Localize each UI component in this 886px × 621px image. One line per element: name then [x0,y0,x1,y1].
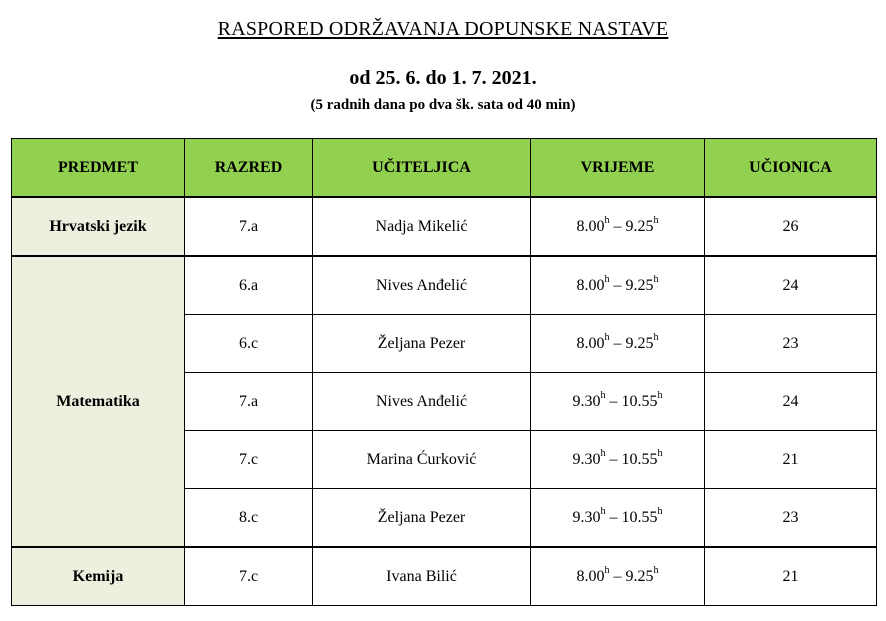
table-row [12,256,877,315]
time-end: 9.25 [625,334,654,352]
time-separator: – [609,334,626,352]
room-cell: 21 [705,547,877,606]
hour-mark: h [600,506,606,518]
time-end: 10.55 [621,392,658,410]
class-cell: 7.c [185,431,313,489]
class-cell: 7.c [185,547,313,606]
hour-mark: h [657,448,663,460]
date-range: od 25. 6. do 1. 7. 2021. [349,67,537,89]
time-cell [531,315,705,373]
room-cell: 23 [705,489,877,548]
table-body [12,197,877,606]
time-cell [531,547,705,606]
time-end: 9.25 [625,567,654,585]
hour-mark: h [604,565,610,577]
time-start: 8.00 [576,217,605,235]
column-header-subject: PREDMET [12,139,185,198]
hour-mark: h [653,565,659,577]
header-row [12,139,877,198]
document-title: RASPORED ODRŽAVANJA DOPUNSKE NASTAVE [217,18,669,40]
room-cell: 24 [705,373,877,431]
time-separator: – [605,450,622,468]
time-start: 8.00 [576,334,605,352]
hour-mark: h [600,448,606,460]
time-cell [531,197,705,256]
column-header-time: VRIJEME [531,139,705,198]
subject-cell: Matematika [12,256,185,547]
time-start: 8.00 [576,276,605,294]
hour-mark: h [653,332,659,344]
class-cell: 8.c [185,489,313,548]
time-start: 9.30 [572,392,601,410]
column-header-teacher: UČITELJICA [313,139,531,198]
schedule-note: (5 radnih dana po dva šk. sata od 40 min) [310,97,576,113]
table-row [12,547,877,606]
room-cell: 26 [705,197,877,256]
teacher-cell: Željana Pezer [313,315,531,373]
time-end: 10.55 [621,508,658,526]
time-cell [531,489,705,548]
teacher-cell: Nives Anđelić [313,373,531,431]
hour-mark: h [657,390,663,402]
time-separator: – [609,276,626,294]
class-cell: 6.c [185,315,313,373]
hour-mark: h [604,332,610,344]
teacher-cell: Ivana Bilić [313,547,531,606]
table-header [12,139,877,198]
subject-cell: Hrvatski jezik [12,197,185,256]
room-cell: 24 [705,256,877,315]
class-cell: 7.a [185,373,313,431]
time-cell [531,431,705,489]
teacher-cell: Željana Pezer [313,489,531,548]
schedule-table [11,138,877,606]
room-cell: 21 [705,431,877,489]
hour-mark: h [604,215,610,227]
time-start: 9.30 [572,450,601,468]
hour-mark: h [600,390,606,402]
time-end: 10.55 [621,450,658,468]
class-cell: 7.a [185,197,313,256]
time-separator: – [609,567,626,585]
room-cell: 23 [705,315,877,373]
time-cell [531,373,705,431]
column-header-class: RAZRED [185,139,313,198]
table-row [12,197,877,256]
time-separator: – [609,217,626,235]
hour-mark: h [604,274,610,286]
teacher-cell: Nadja Mikelić [313,197,531,256]
class-cell: 6.a [185,256,313,315]
time-start: 9.30 [572,508,601,526]
hour-mark: h [657,506,663,518]
hour-mark: h [653,215,659,227]
teacher-cell: Marina Ćurković [313,431,531,489]
hour-mark: h [653,274,659,286]
time-cell [531,256,705,315]
column-header-room: UČIONICA [705,139,877,198]
time-separator: – [605,508,622,526]
time-start: 8.00 [576,567,605,585]
time-end: 9.25 [625,217,654,235]
teacher-cell: Nives Anđelić [313,256,531,315]
time-separator: – [605,392,622,410]
subject-cell: Kemija [12,547,185,606]
time-end: 9.25 [625,276,654,294]
